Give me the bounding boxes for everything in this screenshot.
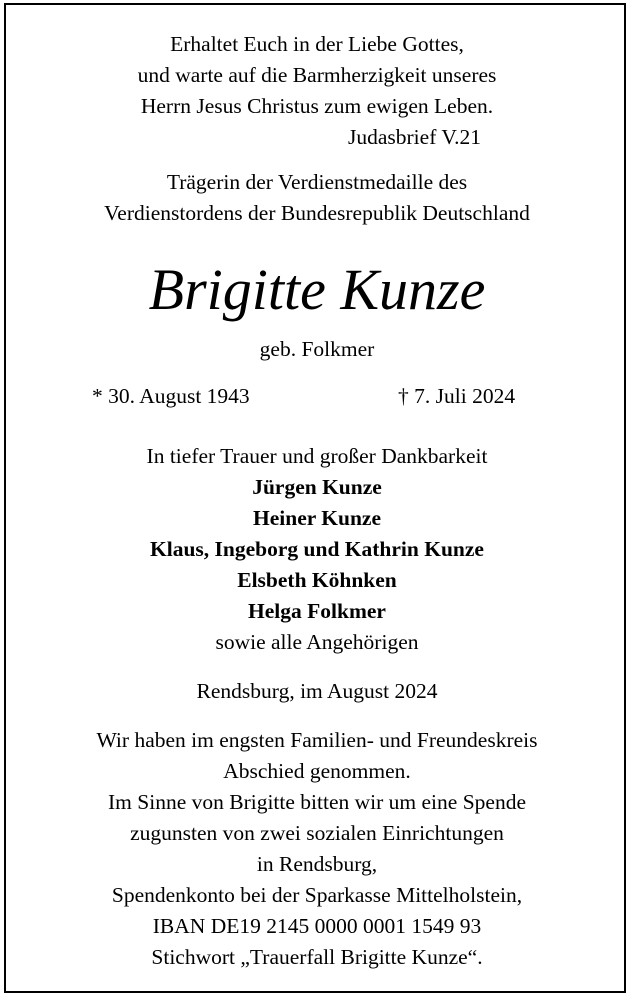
honor-line-2: Verdienstordens der Bundesrepublik Deutschland	[104, 201, 530, 225]
deceased-name: Brigitte Kunze	[148, 257, 486, 322]
notice-line-1: Wir haben im engsten Familien- und Freundeskreis	[96, 728, 538, 752]
place-date: Rendsburg, im August 2024	[196, 679, 438, 703]
notice-line-3: Im Sinne von Brigitte bitten wir um eine Spende	[108, 790, 526, 814]
notice-line-8: Stichwort „Trauerfall Brigitte Kunze“.	[151, 945, 483, 969]
verse-line-2: und warte auf die Barmherzigkeit unseres	[137, 63, 497, 87]
death-date: † 7. Juli 2024	[398, 384, 516, 408]
mourner-name: Helga Folkmer	[248, 599, 386, 623]
notice-line-7: IBAN DE19 2145 0000 0001 1549 93	[152, 914, 482, 938]
mourner-name: Jürgen Kunze	[252, 475, 382, 499]
mourners-intro: In tiefer Trauer und großer Dankbarkeit	[146, 444, 488, 468]
maiden-name: geb. Folkmer	[259, 337, 375, 361]
notice-line-6: Spendenkonto bei der Sparkasse Mittelholstein,	[111, 883, 523, 907]
mourner-name: Heiner Kunze	[253, 506, 381, 530]
mourner-name: Elsbeth Köhnken	[237, 568, 397, 592]
honor-line-1: Trägerin der Verdienstmedaille des	[166, 170, 468, 194]
notice-line-4: zugunsten von zwei sozialen Einrichtungen	[130, 821, 504, 845]
mourner-name: Klaus, Ingeborg und Kathrin Kunze	[150, 537, 484, 561]
mourners-outro: sowie alle Angehörigen	[215, 630, 419, 654]
verse-reference: Judasbrief V.21	[348, 125, 481, 149]
verse-line-3: Herrn Jesus Christus zum ewigen Leben.	[140, 94, 494, 118]
notice-line-5: in Rendsburg,	[256, 852, 378, 876]
birth-date: * 30. August 1943	[92, 384, 250, 408]
notice-line-2: Abschied genommen.	[223, 759, 411, 783]
verse-line-1: Erhaltet Euch in der Liebe Gottes,	[170, 32, 464, 56]
